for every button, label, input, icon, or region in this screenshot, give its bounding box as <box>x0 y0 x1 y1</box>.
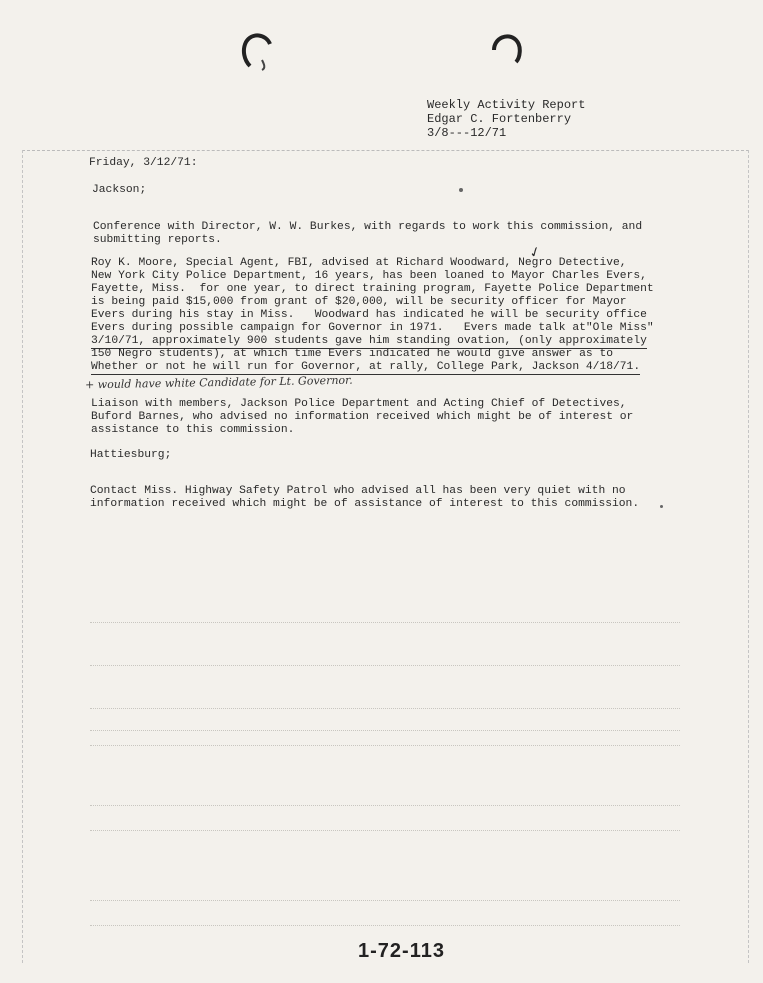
day-heading: Friday, 3/12/71: <box>89 157 198 169</box>
bleed-through-line <box>90 665 680 668</box>
bleed-through-line <box>90 900 680 903</box>
paragraph-line: Liaison with members, Jackson Police Department and Acting Chief of Detectives, <box>91 398 627 410</box>
fold-line-right <box>748 150 749 963</box>
handwritten-note: + would have white Candidate for Lt. Governor. <box>84 373 353 392</box>
paragraph-line: 150 Negro students), at which time Evers indicated he would give answer as to <box>91 348 614 360</box>
bleed-through-line <box>90 745 680 748</box>
report-period: 3/8---12/71 <box>427 126 507 140</box>
bleed-through-line <box>90 925 680 928</box>
paragraph-line: Evers during his stay in Miss. Woodward has indicated he will be security office <box>91 309 647 321</box>
paragraph-line: New York City Police Department, 16 years, has been loaned to Mayor Charles Evers, <box>91 270 647 282</box>
report-title: Weekly Activity Report <box>427 98 586 112</box>
bleed-through-line <box>90 830 680 833</box>
paragraph-line-underlined: 3/10/71, approximately 900 students gave him standing ovation, (only approximately <box>91 335 647 347</box>
paragraph-line: Contact Miss. Highway Safety Patrol who advised all has been very quiet with no <box>90 485 626 497</box>
report-author: Edgar C. Fortenberry <box>427 112 572 126</box>
document-number-stamp: 1-72-113 <box>358 940 445 962</box>
punch-hole-mark-right <box>488 30 524 72</box>
paragraph-line: Conference with Director, W. W. Burkes, with regards to work this commission, and <box>93 221 643 233</box>
ink-speck <box>459 188 463 192</box>
punch-hole-mark-left <box>240 30 276 72</box>
paragraph-line: submitting reports. <box>93 234 222 246</box>
bleed-through-line <box>90 622 680 625</box>
bleed-through-line <box>90 708 680 711</box>
paragraph-line: Buford Barnes, who advised no information received which might be of interest or <box>91 411 634 423</box>
paragraph-line-underlined: Whether or not he will run for Governor, at rally, College Park, Jackson 4/18/71. <box>91 361 641 373</box>
paragraph-line: Roy K. Moore, Special Agent, FBI, advised at Richard Woodward, Negro Detective, <box>91 257 627 269</box>
check-mark: ✓ <box>527 242 543 264</box>
bleed-through-line <box>90 730 680 733</box>
paragraph-line: information received which might be of assistance of interest to this commission. <box>90 498 640 510</box>
paragraph-line: assistance to this commission. <box>91 424 295 436</box>
paragraph-line: Evers during possible campaign for Governor in 1971. Evers made talk at"Ole Miss" <box>91 322 654 334</box>
report-header <box>427 98 585 140</box>
paragraph-line: is being paid $15,000 from grant of $20,000, will be security officer for Mayor <box>91 296 627 308</box>
location-jackson: Jackson; <box>92 184 147 196</box>
ink-speck <box>660 505 663 508</box>
fold-line-top <box>22 150 749 151</box>
bleed-through-line <box>90 805 680 808</box>
fold-line-left <box>22 150 23 963</box>
location-hattiesburg: Hattiesburg; <box>90 449 172 461</box>
paragraph-line: Fayette, Miss. for one year, to direct training program, Fayette Police Department <box>91 283 654 295</box>
